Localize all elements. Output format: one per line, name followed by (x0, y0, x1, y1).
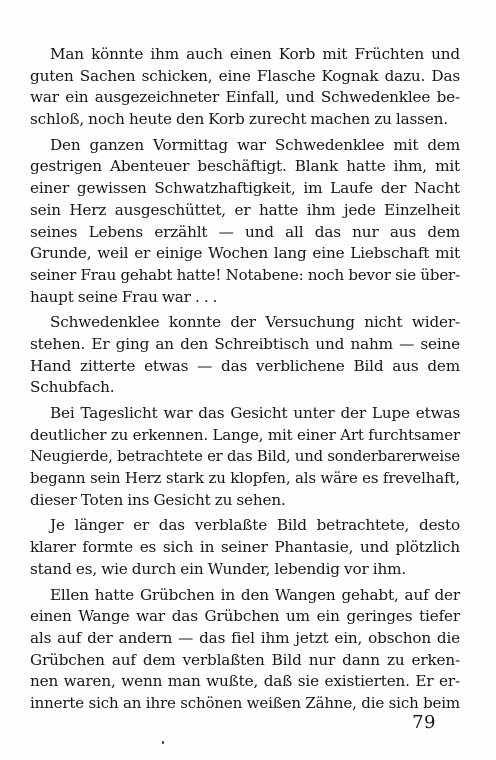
text-line: seines Lebens erzählt — und all das nur aus dem (30, 222, 460, 241)
text-line: gestrigen Abenteuer beschäftigt. Blank hatte ihm, mit (30, 157, 460, 176)
text-line: schloß, noch heute den Korb zurecht machen zu lassen. (30, 110, 448, 129)
text-line: klarer formte es sich in seiner Phantasie, und plötzlich (30, 538, 460, 557)
text-line: nen waren, wenn man wußte, daß sie existierten. Er er- (30, 672, 460, 691)
text-line: Bei Tageslicht war das Gesicht unter der Lupe etwas (50, 404, 460, 422)
text-line: guten Sachen schicken, eine Flasche Kognak dazu. Das (30, 66, 460, 85)
text-line: einer gewissen Schwatzhaftigkeit, im Laufe der Nacht (30, 179, 460, 198)
text-line: Grunde, weil er einige Wochen lang eine Liebschaft mit (30, 244, 460, 263)
text-line: einen Wange war das Grübchen um ein geringes tiefer (30, 607, 460, 626)
text-line: stand es, wie durch ein Wunder, lebendig vor ihm. (30, 559, 407, 578)
text-line: stehen. Er ging an den Schreibtisch und nahm — seine (30, 334, 460, 353)
text-line: Schubfach. (30, 378, 115, 397)
text-line: war ein ausgezeichneter Einfall, und Schwedenklee be- (30, 88, 460, 107)
text-line: seiner Frau gehabt hatte! Notabene: noch bevor sie über- (30, 265, 460, 284)
text-line: Je länger er das verblaßte Bild betrachtete, desto (50, 516, 460, 535)
text-line: Ellen hatte Grübchen in den Wangen gehabt, auf der (50, 585, 460, 604)
text-line: Den ganzen Vormittag war Schwedenklee mit dem (50, 135, 460, 154)
text-line: Grübchen auf dem verblaßten Bild nur dann zu erken- (30, 650, 460, 669)
text-line: Schwedenklee konnte der Versuchung nicht wider- (50, 313, 460, 332)
body-text (30, 44, 460, 715)
page-number: 79 (412, 712, 436, 733)
print-speck (162, 741, 164, 744)
text-line: innerte sich an ihre schönen weißen Zähne, die sich beim (30, 693, 460, 712)
text-line: sein Herz ausgeschüttet, er hatte ihm jede Einzelheit (30, 200, 460, 219)
text-line: deutlicher zu erkennen. Lange, mit einer Art furchtsamer (30, 425, 460, 444)
text-line: als auf der andern — das fiel ihm jetzt ein, obschon die (30, 628, 460, 647)
text-line: begann sein Herz stark zu klopfen, als wäre es frevelhaft, (30, 469, 460, 488)
text-line: haupt seine Frau war . . . (30, 287, 218, 306)
text-line: dieser Toten ins Gesicht zu sehen. (30, 490, 286, 509)
text-line: Hand zitterte etwas — das verblichene Bild aus dem (30, 356, 460, 375)
text-line: Man könnte ihm auch einen Korb mit Früchten und (50, 45, 460, 63)
text-line: Neugierde, betrachtete er das Bild, und sonderbarerweise (30, 448, 460, 466)
